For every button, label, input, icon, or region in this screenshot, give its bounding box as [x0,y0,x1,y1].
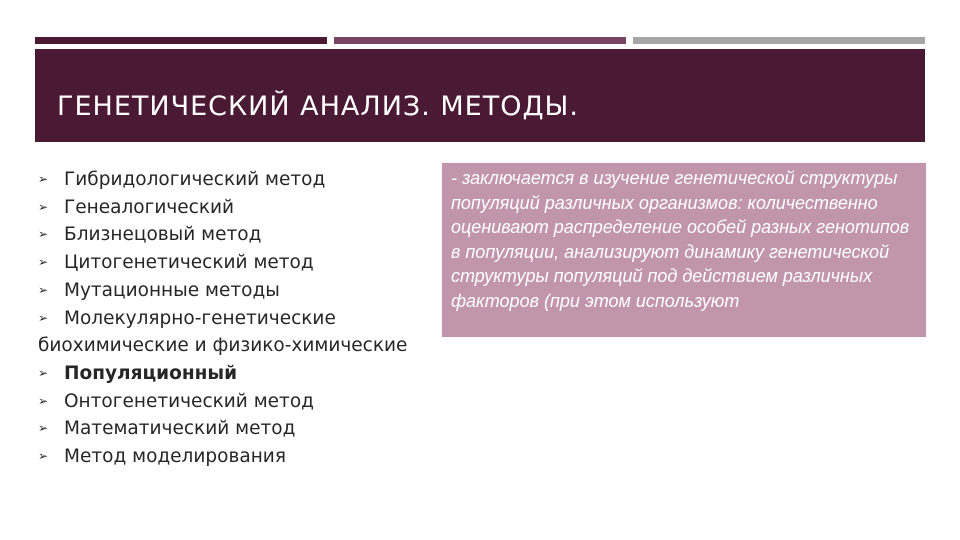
list-item [38,415,418,443]
method-label: Мутационные методы [64,279,280,301]
arrowhead-bullet-icon: ➢ [38,310,49,325]
method-label: Математический метод [64,418,296,440]
list-item [38,166,418,194]
method-label: Близнецовый метод [64,224,262,246]
description-box [442,163,926,337]
method-label: Генеалогический [64,196,235,218]
method-label: Метод моделирования [64,446,286,468]
arrowhead-bullet-icon: ➢ [38,172,49,186]
method-label: Онтогенетический метод [64,390,314,412]
list-item [38,388,418,416]
methods-list [38,166,418,471]
list-item [38,443,418,471]
list-item-highlighted [38,360,418,388]
description-text: - заключается в изучение генетической структуры популяций различных организмов: количественно оценивают распределение особей разных генотипов в популяции, анализируют динамику генетической структуры популяций под действием различных факторов (при этом используют [451,168,910,311]
arrowhead-bullet-icon: ➢ [38,282,49,297]
arrowhead-bullet-icon: ➢ [38,255,49,270]
accent-bar-gray [633,37,925,44]
list-item [38,221,418,249]
list-item [38,305,418,333]
list-item [38,277,418,305]
method-label: Популяционный [64,362,238,384]
arrowhead-bullet-icon: ➢ [38,393,49,408]
arrowhead-bullet-icon: ➢ [38,421,49,436]
method-label: Цитогенетический метод [64,252,314,274]
method-label: Гибридологический метод [64,169,326,190]
arrowhead-bullet-icon: ➢ [38,365,49,380]
slide-title: ГЕНЕТИЧЕСКИЙ АНАЛИЗ. МЕТОДЫ. [57,91,579,122]
list-item-continuation [38,332,418,360]
accent-bar-dark [35,37,327,44]
method-label: биохимические и физико-химические [38,335,408,357]
title-band [35,49,925,142]
method-label: Молекулярно-генетические [64,307,336,329]
arrowhead-bullet-icon: ➢ [38,449,49,464]
arrowhead-bullet-icon: ➢ [38,227,49,242]
list-item [38,194,418,222]
list-item [38,249,418,277]
accent-bar-medium [334,37,626,44]
arrowhead-bullet-icon: ➢ [38,199,49,214]
